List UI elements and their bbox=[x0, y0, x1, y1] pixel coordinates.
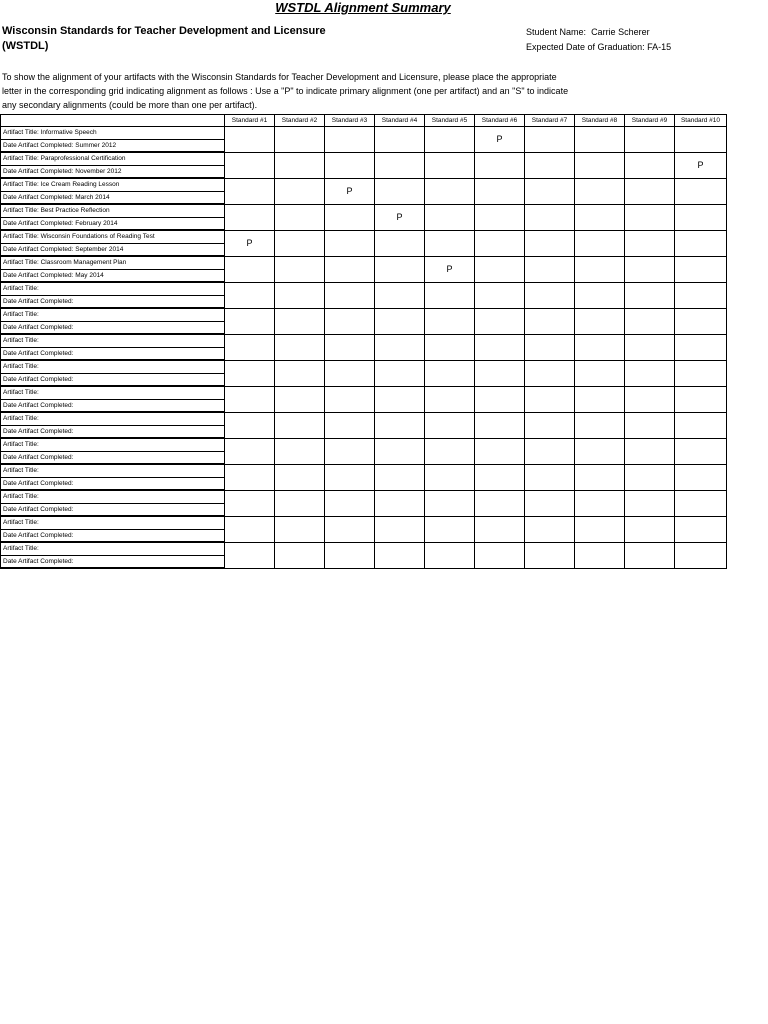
artifact-date: Date Artifact Completed: bbox=[1, 321, 225, 334]
alignment-cell[interactable] bbox=[475, 282, 525, 308]
alignment-cell[interactable] bbox=[525, 464, 575, 490]
alignment-cell[interactable] bbox=[225, 334, 275, 360]
standard-header: Standard #8 bbox=[575, 115, 625, 127]
artifact-date: Date Artifact Completed: Summer 2012 bbox=[1, 139, 225, 152]
alignment-cell[interactable] bbox=[425, 386, 475, 412]
alignment-cell[interactable] bbox=[425, 282, 475, 308]
alignment-cell[interactable] bbox=[575, 412, 625, 438]
artifact-title-row bbox=[1, 516, 727, 529]
alignment-cell[interactable] bbox=[625, 204, 675, 230]
alignment-cell[interactable] bbox=[525, 542, 575, 568]
grid-body bbox=[1, 127, 727, 569]
standard-header: Standard #5 bbox=[425, 115, 475, 127]
student-info bbox=[526, 25, 671, 55]
artifact-title-row bbox=[1, 127, 727, 140]
alignment-cell[interactable]: P bbox=[675, 152, 727, 178]
alignment-cell[interactable] bbox=[225, 386, 275, 412]
alignment-cell[interactable] bbox=[575, 360, 625, 386]
student-name-row bbox=[526, 25, 671, 40]
alignment-cell[interactable] bbox=[525, 334, 575, 360]
artifact-title: Artifact Title: Informative Speech bbox=[1, 127, 225, 140]
alignment-cell[interactable] bbox=[225, 490, 275, 516]
alignment-cell[interactable] bbox=[675, 516, 727, 542]
alignment-cell[interactable] bbox=[475, 204, 525, 230]
alignment-cell[interactable] bbox=[475, 438, 525, 464]
alignment-cell[interactable] bbox=[325, 256, 375, 282]
artifact-title: Artifact Title: bbox=[1, 490, 225, 503]
alignment-cell[interactable] bbox=[375, 386, 425, 412]
alignment-cell[interactable] bbox=[575, 490, 625, 516]
artifact-date: Date Artifact Completed: February 2014 bbox=[1, 217, 225, 230]
alignment-cell[interactable] bbox=[675, 542, 727, 568]
artifact-title: Artifact Title: bbox=[1, 308, 225, 321]
alignment-cell[interactable] bbox=[575, 152, 625, 178]
alignment-cell[interactable] bbox=[525, 256, 575, 282]
alignment-cell[interactable] bbox=[675, 438, 727, 464]
alignment-cell[interactable] bbox=[475, 386, 525, 412]
alignment-cell[interactable] bbox=[275, 360, 325, 386]
instructions-line: To show the alignment of your artifacts with the Wisconsin Standards for Teacher Development and Licensure, please place the appropriate bbox=[2, 72, 557, 82]
alignment-cell[interactable] bbox=[225, 438, 275, 464]
artifact-title-row bbox=[1, 308, 727, 321]
alignment-cell[interactable] bbox=[475, 308, 525, 334]
student-name-value: Carrie Scherer bbox=[591, 27, 650, 37]
alignment-cell[interactable] bbox=[325, 360, 375, 386]
standard-header: Standard #2 bbox=[275, 115, 325, 127]
alignment-cell[interactable] bbox=[275, 386, 325, 412]
alignment-cell[interactable] bbox=[625, 256, 675, 282]
artifact-date: Date Artifact Completed: November 2012 bbox=[1, 165, 225, 178]
standard-header: Standard #1 bbox=[225, 115, 275, 127]
artifact-date: Date Artifact Completed: bbox=[1, 399, 225, 412]
alignment-cell[interactable] bbox=[325, 386, 375, 412]
alignment-cell[interactable] bbox=[525, 204, 575, 230]
artifact-title-row bbox=[1, 282, 727, 295]
standards-heading bbox=[2, 24, 326, 54]
alignment-cell[interactable] bbox=[375, 464, 425, 490]
artifact-date: Date Artifact Completed: bbox=[1, 477, 225, 490]
artifact-date: Date Artifact Completed: bbox=[1, 555, 225, 568]
alignment-cell[interactable] bbox=[325, 204, 375, 230]
alignment-cell[interactable] bbox=[275, 490, 325, 516]
alignment-cell[interactable] bbox=[575, 464, 625, 490]
alignment-cell[interactable] bbox=[325, 308, 375, 334]
alignment-grid bbox=[0, 114, 727, 569]
alignment-cell[interactable] bbox=[325, 516, 375, 542]
alignment-cell[interactable] bbox=[675, 464, 727, 490]
artifact-title: Artifact Title: bbox=[1, 516, 225, 529]
alignment-cell[interactable] bbox=[675, 282, 727, 308]
alignment-cell[interactable] bbox=[675, 230, 727, 256]
alignment-cell[interactable] bbox=[425, 204, 475, 230]
alignment-cell[interactable] bbox=[375, 542, 425, 568]
alignment-cell[interactable] bbox=[625, 542, 675, 568]
alignment-cell[interactable] bbox=[675, 490, 727, 516]
alignment-cell[interactable]: P bbox=[225, 230, 275, 256]
alignment-cell[interactable] bbox=[425, 360, 475, 386]
standard-header: Standard #6 bbox=[475, 115, 525, 127]
alignment-cell[interactable] bbox=[275, 308, 325, 334]
alignment-cell[interactable] bbox=[675, 334, 727, 360]
alignment-cell[interactable] bbox=[525, 516, 575, 542]
alignment-cell[interactable]: P bbox=[325, 178, 375, 204]
alignment-cell[interactable] bbox=[375, 334, 425, 360]
alignment-cell[interactable] bbox=[425, 152, 475, 178]
alignment-cell[interactable] bbox=[225, 542, 275, 568]
alignment-cell[interactable] bbox=[325, 282, 375, 308]
alignment-cell[interactable] bbox=[225, 178, 275, 204]
artifact-title-row bbox=[1, 438, 727, 451]
alignment-cell[interactable] bbox=[425, 334, 475, 360]
alignment-cell[interactable] bbox=[525, 490, 575, 516]
artifact-date: Date Artifact Completed: bbox=[1, 347, 225, 360]
alignment-cell[interactable] bbox=[575, 334, 625, 360]
alignment-cell[interactable] bbox=[425, 464, 475, 490]
artifact-title: Artifact Title: bbox=[1, 386, 225, 399]
alignment-cell[interactable] bbox=[275, 230, 325, 256]
alignment-cell[interactable] bbox=[225, 127, 275, 153]
standard-header: Standard #4 bbox=[375, 115, 425, 127]
alignment-cell[interactable] bbox=[275, 438, 325, 464]
artifact-title-row bbox=[1, 178, 727, 191]
alignment-cell[interactable] bbox=[675, 308, 727, 334]
alignment-cell[interactable] bbox=[675, 256, 727, 282]
alignment-cell[interactable] bbox=[425, 127, 475, 153]
alignment-cell[interactable] bbox=[325, 464, 375, 490]
artifact-date: Date Artifact Completed: May 2014 bbox=[1, 269, 225, 282]
alignment-cell[interactable] bbox=[475, 334, 525, 360]
alignment-cell[interactable] bbox=[525, 412, 575, 438]
alignment-cell[interactable] bbox=[625, 516, 675, 542]
alignment-cell[interactable] bbox=[575, 256, 625, 282]
alignment-cell[interactable] bbox=[425, 178, 475, 204]
alignment-cell[interactable] bbox=[375, 360, 425, 386]
alignment-cell[interactable] bbox=[275, 152, 325, 178]
alignment-cell[interactable] bbox=[525, 127, 575, 153]
standard-header: Standard #9 bbox=[625, 115, 675, 127]
alignment-cell[interactable] bbox=[675, 178, 727, 204]
instructions-line: any secondary alignments (could be more than one per artifact). bbox=[2, 100, 258, 110]
artifact-title: Artifact Title: Paraprofessional Certification bbox=[1, 152, 225, 165]
alignment-cell[interactable] bbox=[575, 127, 625, 153]
alignment-cell[interactable] bbox=[475, 412, 525, 438]
alignment-cell[interactable] bbox=[525, 230, 575, 256]
artifact-date: Date Artifact Completed: March 2014 bbox=[1, 191, 225, 204]
alignment-cell[interactable] bbox=[275, 127, 325, 153]
alignment-cell[interactable] bbox=[275, 542, 325, 568]
alignment-cell[interactable] bbox=[525, 438, 575, 464]
header-corner bbox=[1, 115, 225, 127]
alignment-cell[interactable] bbox=[425, 542, 475, 568]
alignment-cell[interactable] bbox=[425, 490, 475, 516]
standard-header: Standard #3 bbox=[325, 115, 375, 127]
alignment-cell[interactable] bbox=[225, 204, 275, 230]
alignment-cell[interactable] bbox=[475, 542, 525, 568]
alignment-cell[interactable] bbox=[325, 127, 375, 153]
artifact-title: Artifact Title: Wisconsin Foundations of Reading Test bbox=[1, 230, 225, 243]
alignment-cell[interactable] bbox=[625, 178, 675, 204]
artifact-title: Artifact Title: Ice Cream Reading Lesson bbox=[1, 178, 225, 191]
alignment-cell[interactable] bbox=[625, 490, 675, 516]
artifact-title-row bbox=[1, 386, 727, 399]
alignment-cell[interactable] bbox=[625, 438, 675, 464]
alignment-cell[interactable]: P bbox=[425, 256, 475, 282]
artifact-date: Date Artifact Completed: bbox=[1, 529, 225, 542]
artifact-date: Date Artifact Completed: bbox=[1, 451, 225, 464]
alignment-cell[interactable] bbox=[425, 516, 475, 542]
alignment-cell[interactable] bbox=[475, 516, 525, 542]
alignment-cell[interactable]: P bbox=[375, 204, 425, 230]
alignment-cell[interactable] bbox=[375, 282, 425, 308]
alignment-cell[interactable] bbox=[525, 360, 575, 386]
alignment-cell[interactable] bbox=[375, 490, 425, 516]
alignment-cell[interactable] bbox=[275, 412, 325, 438]
alignment-cell[interactable] bbox=[625, 152, 675, 178]
alignment-cell[interactable] bbox=[375, 256, 425, 282]
alignment-cell[interactable] bbox=[425, 230, 475, 256]
instructions bbox=[2, 70, 692, 112]
alignment-cell[interactable] bbox=[375, 412, 425, 438]
alignment-cell[interactable] bbox=[625, 282, 675, 308]
student-name-label: Student Name: bbox=[526, 27, 587, 37]
alignment-cell[interactable] bbox=[375, 308, 425, 334]
alignment-cell[interactable] bbox=[625, 386, 675, 412]
alignment-cell[interactable] bbox=[475, 490, 525, 516]
graduation-value: FA-15 bbox=[647, 42, 672, 52]
alignment-cell[interactable] bbox=[325, 230, 375, 256]
artifact-title-row bbox=[1, 256, 727, 269]
header-row bbox=[1, 115, 727, 127]
alignment-cell[interactable] bbox=[275, 516, 325, 542]
alignment-cell[interactable] bbox=[225, 464, 275, 490]
instructions-line: letter in the corresponding grid indicating alignment as follows : Use a "P" to indicate primary alignment (one per artifact) and an "S" to indicate bbox=[2, 86, 569, 96]
alignment-cell[interactable] bbox=[325, 542, 375, 568]
heading-line-1: Wisconsin Standards for Teacher Development and Licensure bbox=[2, 25, 326, 37]
alignment-cell[interactable] bbox=[275, 464, 325, 490]
alignment-cell[interactable] bbox=[275, 282, 325, 308]
alignment-cell[interactable] bbox=[325, 490, 375, 516]
alignment-cell[interactable] bbox=[275, 334, 325, 360]
alignment-cell[interactable] bbox=[575, 386, 625, 412]
alignment-cell[interactable] bbox=[675, 204, 727, 230]
alignment-cell[interactable] bbox=[525, 308, 575, 334]
alignment-cell[interactable] bbox=[225, 516, 275, 542]
artifact-title: Artifact Title: Classroom Management Plan bbox=[1, 256, 225, 269]
artifact-date: Date Artifact Completed: bbox=[1, 503, 225, 516]
heading-line-2: (WSTDL) bbox=[2, 40, 49, 52]
alignment-cell[interactable] bbox=[625, 464, 675, 490]
alignment-cell[interactable] bbox=[325, 152, 375, 178]
artifact-title-row bbox=[1, 204, 727, 217]
alignment-cell[interactable] bbox=[475, 152, 525, 178]
artifact-title: Artifact Title: bbox=[1, 542, 225, 555]
artifact-title-row bbox=[1, 334, 727, 347]
alignment-cell[interactable] bbox=[575, 230, 625, 256]
alignment-cell[interactable] bbox=[225, 282, 275, 308]
alignment-cell[interactable] bbox=[675, 412, 727, 438]
alignment-cell[interactable] bbox=[625, 308, 675, 334]
alignment-cell[interactable] bbox=[525, 178, 575, 204]
artifact-title: Artifact Title: bbox=[1, 282, 225, 295]
alignment-cell[interactable] bbox=[575, 438, 625, 464]
alignment-cell[interactable] bbox=[675, 386, 727, 412]
artifact-title: Artifact Title: bbox=[1, 334, 225, 347]
document-title: WSTDL Alignment Summary bbox=[275, 0, 451, 15]
alignment-cell[interactable] bbox=[525, 386, 575, 412]
alignment-cell[interactable] bbox=[525, 282, 575, 308]
alignment-cell[interactable] bbox=[375, 127, 425, 153]
alignment-cell[interactable] bbox=[375, 152, 425, 178]
artifact-title-row bbox=[1, 152, 727, 165]
alignment-cell[interactable] bbox=[375, 178, 425, 204]
alignment-cell[interactable] bbox=[325, 412, 375, 438]
alignment-cell[interactable] bbox=[275, 204, 325, 230]
alignment-cell[interactable] bbox=[225, 308, 275, 334]
alignment-cell[interactable] bbox=[675, 127, 727, 153]
alignment-cell[interactable] bbox=[225, 360, 275, 386]
alignment-cell[interactable] bbox=[225, 152, 275, 178]
artifact-title-row bbox=[1, 360, 727, 373]
standard-header: Standard #7 bbox=[525, 115, 575, 127]
alignment-cell[interactable] bbox=[575, 542, 625, 568]
alignment-cell[interactable] bbox=[625, 334, 675, 360]
alignment-cell[interactable] bbox=[675, 360, 727, 386]
artifact-date: Date Artifact Completed: bbox=[1, 295, 225, 308]
alignment-cell[interactable] bbox=[625, 360, 675, 386]
artifact-title-row bbox=[1, 230, 727, 243]
alignment-cell[interactable] bbox=[475, 464, 525, 490]
graduation-label: Expected Date of Graduation: bbox=[526, 42, 645, 52]
alignment-cell[interactable] bbox=[275, 256, 325, 282]
alignment-cell[interactable] bbox=[425, 308, 475, 334]
alignment-cell[interactable] bbox=[525, 152, 575, 178]
alignment-cell[interactable] bbox=[325, 334, 375, 360]
alignment-cell[interactable] bbox=[425, 412, 475, 438]
artifact-date: Date Artifact Completed: bbox=[1, 373, 225, 386]
alignment-cell[interactable] bbox=[575, 282, 625, 308]
alignment-cell[interactable] bbox=[625, 412, 675, 438]
artifact-title-row bbox=[1, 490, 727, 503]
artifact-title-row bbox=[1, 542, 727, 555]
standard-header: Standard #10 bbox=[675, 115, 727, 127]
alignment-cell[interactable] bbox=[575, 204, 625, 230]
alignment-cell[interactable] bbox=[225, 256, 275, 282]
alignment-cell[interactable] bbox=[475, 178, 525, 204]
artifact-title: Artifact Title: bbox=[1, 412, 225, 425]
alignment-cell[interactable] bbox=[575, 516, 625, 542]
alignment-cell[interactable] bbox=[425, 438, 475, 464]
alignment-cell[interactable] bbox=[375, 516, 425, 542]
alignment-cell[interactable] bbox=[375, 230, 425, 256]
artifact-title: Artifact Title: Best Practice Reflection bbox=[1, 204, 225, 217]
alignment-cell[interactable]: P bbox=[475, 127, 525, 153]
artifact-date: Date Artifact Completed: bbox=[1, 425, 225, 438]
alignment-cell[interactable] bbox=[625, 230, 675, 256]
alignment-cell[interactable] bbox=[475, 230, 525, 256]
alignment-cell[interactable] bbox=[375, 438, 425, 464]
alignment-cell[interactable] bbox=[225, 412, 275, 438]
graduation-row bbox=[526, 40, 671, 55]
alignment-cell[interactable] bbox=[475, 256, 525, 282]
alignment-cell[interactable] bbox=[575, 308, 625, 334]
alignment-cell[interactable] bbox=[475, 360, 525, 386]
artifact-title: Artifact Title: bbox=[1, 360, 225, 373]
artifact-title: Artifact Title: bbox=[1, 464, 225, 477]
artifact-title-row bbox=[1, 412, 727, 425]
alignment-cell[interactable] bbox=[575, 178, 625, 204]
artifact-title-row bbox=[1, 464, 727, 477]
artifact-date: Date Artifact Completed: September 2014 bbox=[1, 243, 225, 256]
artifact-title: Artifact Title: bbox=[1, 438, 225, 451]
alignment-cell[interactable] bbox=[325, 438, 375, 464]
alignment-cell[interactable] bbox=[625, 127, 675, 153]
alignment-cell[interactable] bbox=[275, 178, 325, 204]
